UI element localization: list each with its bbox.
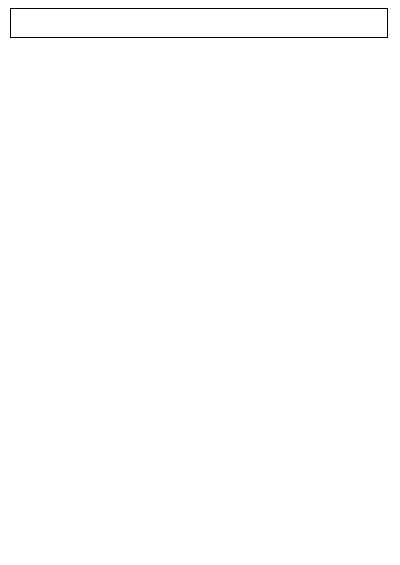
document-title [10,8,388,38]
